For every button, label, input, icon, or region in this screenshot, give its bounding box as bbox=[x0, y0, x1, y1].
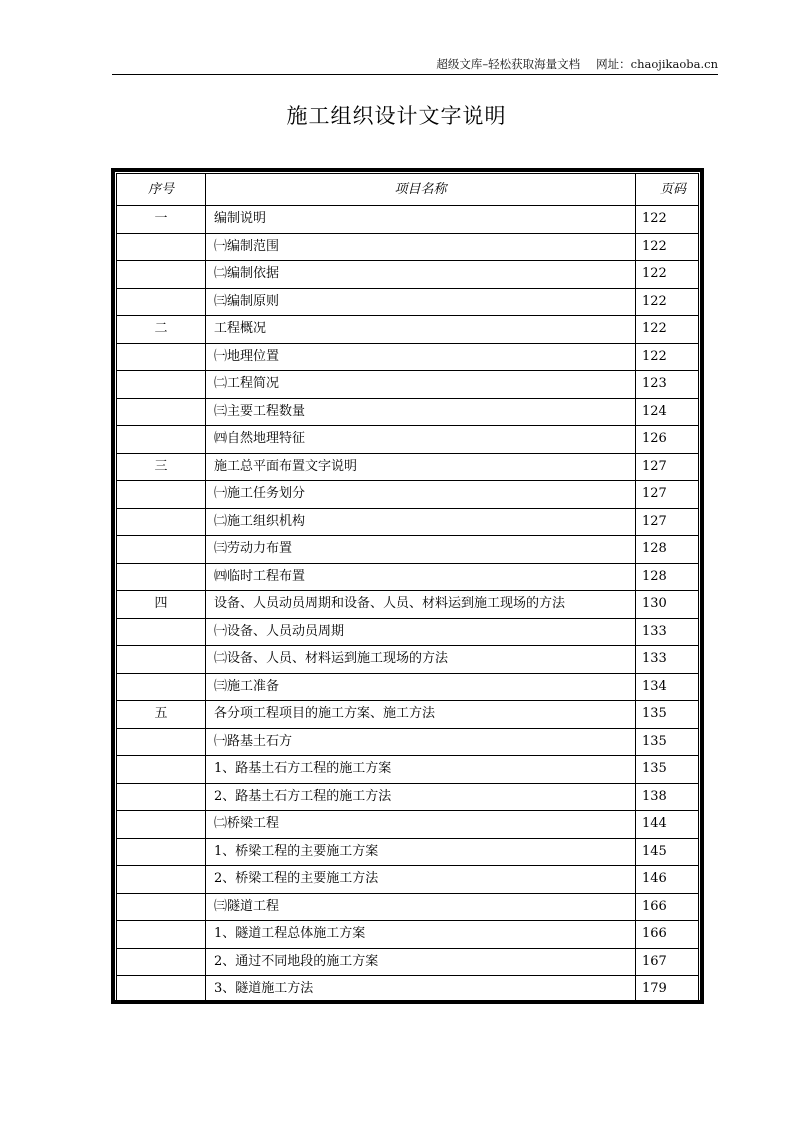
column-header-name: 项目名称 bbox=[206, 174, 636, 206]
table-row bbox=[117, 343, 699, 371]
row-page: 126 bbox=[636, 426, 699, 454]
row-page: 122 bbox=[636, 233, 699, 261]
row-name: ㈡桥梁工程 bbox=[206, 811, 636, 839]
row-name: ㈠编制范围 bbox=[206, 233, 636, 261]
row-page: 122 bbox=[636, 261, 699, 289]
row-name: 1、隧道工程总体施工方案 bbox=[206, 921, 636, 949]
row-page: 166 bbox=[636, 893, 699, 921]
row-seq: 五 bbox=[117, 701, 206, 729]
toc-table-frame bbox=[111, 168, 704, 1004]
page-header bbox=[112, 56, 718, 74]
row-seq bbox=[117, 233, 206, 261]
row-name: 1、路基土石方工程的施工方案 bbox=[206, 756, 636, 784]
row-seq bbox=[117, 288, 206, 316]
row-seq: 四 bbox=[117, 591, 206, 619]
row-seq: 二 bbox=[117, 316, 206, 344]
column-header-page: 页码 bbox=[636, 174, 699, 206]
row-page: 167 bbox=[636, 948, 699, 976]
row-name: ㈠施工任务划分 bbox=[206, 481, 636, 509]
row-page: 124 bbox=[636, 398, 699, 426]
row-seq bbox=[117, 976, 206, 1004]
row-seq: 一 bbox=[117, 206, 206, 234]
table-row bbox=[117, 563, 699, 591]
row-name: ㈣临时工程布置 bbox=[206, 563, 636, 591]
row-seq bbox=[117, 261, 206, 289]
row-page: 144 bbox=[636, 811, 699, 839]
row-seq bbox=[117, 866, 206, 894]
table-row bbox=[117, 783, 699, 811]
table-row bbox=[117, 673, 699, 701]
table-row bbox=[117, 426, 699, 454]
row-page: 128 bbox=[636, 563, 699, 591]
row-seq bbox=[117, 783, 206, 811]
row-name: ㈡编制依据 bbox=[206, 261, 636, 289]
row-name: 2、路基土石方工程的施工方法 bbox=[206, 783, 636, 811]
row-page: 128 bbox=[636, 536, 699, 564]
row-name: ㈡设备、人员、材料运到施工现场的方法 bbox=[206, 646, 636, 674]
row-name: ㈢施工准备 bbox=[206, 673, 636, 701]
row-page: 135 bbox=[636, 756, 699, 784]
row-seq bbox=[117, 646, 206, 674]
row-page: 179 bbox=[636, 976, 699, 1004]
row-page: 146 bbox=[636, 866, 699, 894]
row-seq bbox=[117, 508, 206, 536]
header-site-name: 超级文库–轻松获取海量文档 bbox=[436, 57, 581, 71]
row-page: 127 bbox=[636, 508, 699, 536]
row-seq bbox=[117, 948, 206, 976]
table-row bbox=[117, 811, 699, 839]
row-name: ㈡施工组织机构 bbox=[206, 508, 636, 536]
row-page: 122 bbox=[636, 206, 699, 234]
table-row bbox=[117, 508, 699, 536]
table-row bbox=[117, 536, 699, 564]
row-page: 127 bbox=[636, 481, 699, 509]
row-seq bbox=[117, 673, 206, 701]
row-seq bbox=[117, 343, 206, 371]
row-page: 122 bbox=[636, 316, 699, 344]
table-row bbox=[117, 206, 699, 234]
table-row bbox=[117, 948, 699, 976]
row-name: ㈡工程简况 bbox=[206, 371, 636, 399]
row-name: 2、通过不同地段的施工方案 bbox=[206, 948, 636, 976]
row-name: 1、桥梁工程的主要施工方案 bbox=[206, 838, 636, 866]
table-row bbox=[117, 618, 699, 646]
row-page: 133 bbox=[636, 618, 699, 646]
row-page: 122 bbox=[636, 288, 699, 316]
row-page: 166 bbox=[636, 921, 699, 949]
row-name: ㈢劳动力布置 bbox=[206, 536, 636, 564]
row-page: 138 bbox=[636, 783, 699, 811]
row-seq bbox=[117, 838, 206, 866]
table-row bbox=[117, 976, 699, 1004]
column-header-seq: 序号 bbox=[117, 174, 206, 206]
row-seq bbox=[117, 536, 206, 564]
row-name: ㈢隧道工程 bbox=[206, 893, 636, 921]
table-row bbox=[117, 591, 699, 619]
row-seq bbox=[117, 398, 206, 426]
row-seq bbox=[117, 371, 206, 399]
table-row bbox=[117, 921, 699, 949]
row-name: 2、桥梁工程的主要施工方法 bbox=[206, 866, 636, 894]
row-name: ㈣自然地理特征 bbox=[206, 426, 636, 454]
row-seq bbox=[117, 893, 206, 921]
row-page: 127 bbox=[636, 453, 699, 481]
document-title: 施工组织设计文字说明 bbox=[286, 104, 507, 128]
table-row bbox=[117, 261, 699, 289]
row-seq bbox=[117, 728, 206, 756]
row-page: 145 bbox=[636, 838, 699, 866]
row-name: ㈠地理位置 bbox=[206, 343, 636, 371]
row-page: 122 bbox=[636, 343, 699, 371]
row-name: 工程概况 bbox=[206, 316, 636, 344]
row-name: ㈠设备、人员动员周期 bbox=[206, 618, 636, 646]
table-row bbox=[117, 728, 699, 756]
row-page: 123 bbox=[636, 371, 699, 399]
row-seq bbox=[117, 811, 206, 839]
row-page: 133 bbox=[636, 646, 699, 674]
row-seq bbox=[117, 756, 206, 784]
row-seq bbox=[117, 481, 206, 509]
row-name: ㈠路基土石方 bbox=[206, 728, 636, 756]
table-row bbox=[117, 233, 699, 261]
table-row bbox=[117, 316, 699, 344]
table-row bbox=[117, 481, 699, 509]
toc-table bbox=[116, 173, 699, 1004]
table-row bbox=[117, 398, 699, 426]
table-row bbox=[117, 453, 699, 481]
header-url: 网址：chaojikaoba.cn bbox=[596, 57, 718, 71]
row-page: 134 bbox=[636, 673, 699, 701]
header-rule bbox=[112, 74, 718, 75]
table-row bbox=[117, 838, 699, 866]
table-row bbox=[117, 371, 699, 399]
row-seq bbox=[117, 426, 206, 454]
row-name: ㈢编制原则 bbox=[206, 288, 636, 316]
row-page: 130 bbox=[636, 591, 699, 619]
table-header-row bbox=[117, 174, 699, 206]
row-name: 施工总平面布置文字说明 bbox=[206, 453, 636, 481]
table-row bbox=[117, 893, 699, 921]
table-row bbox=[117, 288, 699, 316]
row-name: 设备、人员动员周期和设备、人员、材料运到施工现场的方法 bbox=[206, 591, 636, 619]
table-body bbox=[117, 206, 699, 1004]
row-seq: 三 bbox=[117, 453, 206, 481]
row-page: 135 bbox=[636, 728, 699, 756]
row-seq bbox=[117, 563, 206, 591]
row-seq bbox=[117, 921, 206, 949]
row-name: ㈢主要工程数量 bbox=[206, 398, 636, 426]
table-row bbox=[117, 646, 699, 674]
table-row bbox=[117, 756, 699, 784]
table-row bbox=[117, 866, 699, 894]
row-seq bbox=[117, 618, 206, 646]
row-name: 编制说明 bbox=[206, 206, 636, 234]
row-name: 各分项工程项目的施工方案、施工方法 bbox=[206, 701, 636, 729]
table-row bbox=[117, 701, 699, 729]
row-name: 3、隧道施工方法 bbox=[206, 976, 636, 1004]
row-page: 135 bbox=[636, 701, 699, 729]
